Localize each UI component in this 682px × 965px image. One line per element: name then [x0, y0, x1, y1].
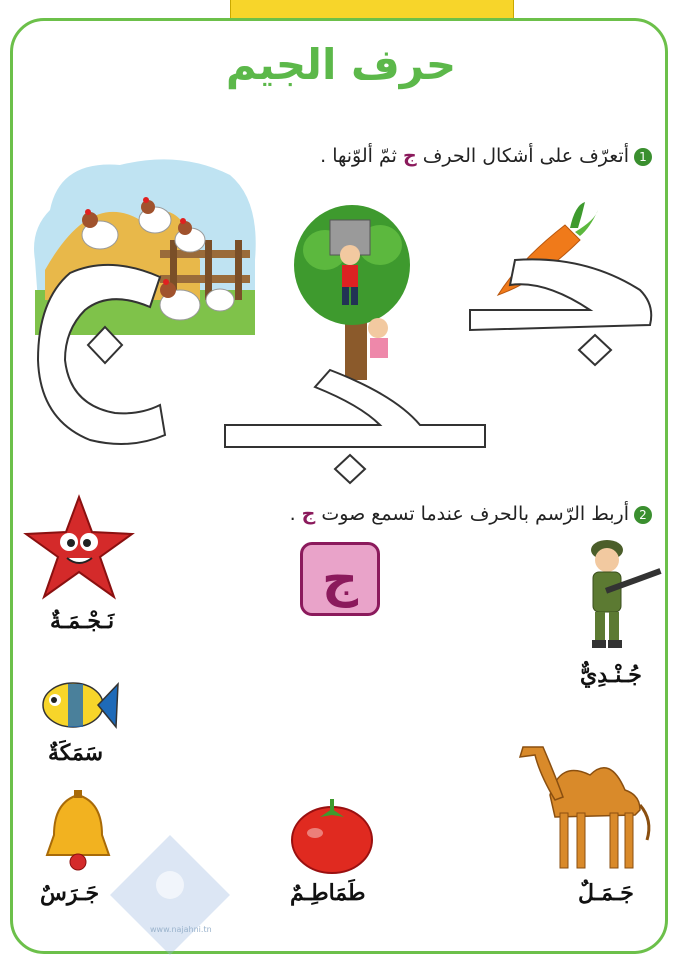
- letter-jeem-medial-outline: [220, 365, 490, 475]
- word-samaka: سَمَكَةٌ: [48, 740, 104, 766]
- top-tab: [230, 0, 514, 19]
- exercise-1-letter: ج: [402, 145, 417, 167]
- exercise-2-letter: ج: [301, 503, 316, 525]
- exercise-2-number: 2: [634, 506, 652, 524]
- soldier-image[interactable]: [575, 538, 665, 653]
- fish-image[interactable]: [38, 672, 118, 737]
- letter-card-jeem[interactable]: [300, 542, 380, 616]
- word-tamatim: طَمَاطِـمٌ: [290, 880, 366, 906]
- exercise-2-text: أربط الرّسم بالحرف عندما تسمع صوت: [315, 503, 629, 525]
- word-jaras: جَـرَسٌ: [40, 880, 100, 906]
- word-najma: نَـجْـمَـةٌ: [50, 608, 115, 634]
- letter-jeem-initial-outline: [465, 255, 660, 370]
- letter-card-letter: ج: [321, 550, 359, 608]
- watermark-text: www.najahni.tn: [150, 925, 212, 934]
- word-jamal: جَـمَـلٌ: [578, 880, 634, 906]
- exercise-2-text-end: .: [289, 503, 302, 525]
- word-jundi: جُـنْـدِيٌّ: [580, 662, 642, 688]
- page-title: حرف الجيم: [225, 40, 457, 89]
- starfish-image[interactable]: [22, 492, 137, 602]
- tomato-image[interactable]: [290, 795, 375, 875]
- tree-children-image: [290, 200, 415, 385]
- exercise-1-text-end: ثمّ ألوّنها .: [320, 145, 403, 167]
- exercise-1-number: 1: [634, 148, 652, 166]
- watermark-logo: [105, 830, 235, 955]
- exercise-1-text: أتعرّف على أشكال الحرف: [416, 145, 629, 167]
- exercise-2-instruction: [290, 503, 652, 525]
- bell-image[interactable]: [42, 790, 114, 872]
- letter-jeem-isolated-outline: [30, 255, 180, 450]
- camel-image[interactable]: [515, 735, 655, 875]
- exercise-1-instruction: [320, 145, 652, 167]
